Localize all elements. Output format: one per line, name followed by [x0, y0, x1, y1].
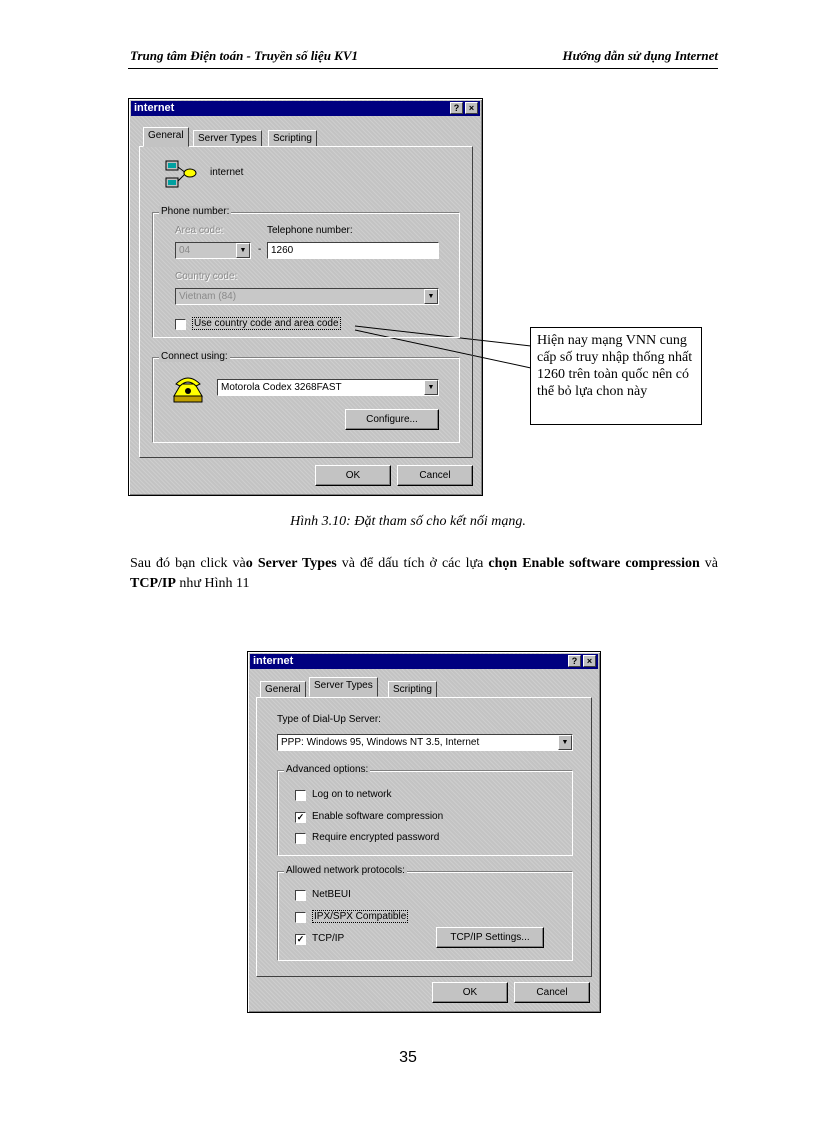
area-code-value: 04: [179, 245, 191, 256]
modem-phone-icon: [171, 374, 205, 404]
telephone-number-label: Telephone number:: [267, 225, 353, 236]
dialog-server-types: [247, 651, 601, 1013]
ok-button[interactable]: OK: [315, 465, 391, 486]
network-protocols-group: [277, 865, 573, 961]
general-panel: [139, 146, 473, 458]
para-text-3: và: [699, 556, 718, 571]
country-code-select[interactable]: [175, 288, 439, 305]
advanced-options-group: [277, 764, 573, 856]
netbeui-checkbox[interactable]: [295, 890, 306, 901]
server-types-panel: [256, 697, 592, 977]
connect-using-title: Connect using:: [161, 351, 228, 362]
callout-note: Hiện nay mạng VNN cung cấp số truy nhập thống nhất 1260 trên toàn quốc nên có thể bỏ lựa chon này: [530, 327, 702, 425]
tcpip-label[interactable]: TCP/IP: [312, 933, 345, 944]
require-encrypted-label[interactable]: Require encrypted password: [312, 832, 440, 843]
para-text-4: như Hình 11: [175, 576, 250, 591]
para-bold-2: chọn Enable software compression: [488, 556, 700, 571]
close-button-2[interactable]: ×: [583, 655, 596, 667]
help-button-2[interactable]: ?: [568, 655, 581, 667]
tab-general-2[interactable]: General: [260, 681, 306, 698]
country-code-label: Country code:: [175, 271, 238, 282]
dialog-general-title: internet: [134, 102, 175, 114]
dialog-general: [128, 98, 483, 496]
help-button[interactable]: ?: [450, 102, 463, 114]
connect-using-group: [152, 351, 460, 443]
netbeui-label[interactable]: NetBEUI: [312, 889, 351, 900]
page-number: 35: [399, 1049, 417, 1066]
cancel-button-2[interactable]: Cancel: [514, 982, 590, 1003]
dialog-general-titlebar: [131, 101, 480, 116]
area-code-dropdown-icon[interactable]: ▼: [236, 243, 250, 258]
dialog-server-types-titlebar: [250, 654, 598, 669]
network-protocols-title: Allowed network protocols:: [286, 865, 405, 876]
enable-compression-label[interactable]: Enable software compression: [312, 811, 444, 822]
enable-compression-checkbox[interactable]: ✓: [296, 812, 305, 822]
configure-button[interactable]: Configure...: [345, 409, 439, 430]
body-paragraph: [130, 554, 718, 594]
modem-select[interactable]: [217, 379, 439, 396]
para-text-1: Sau đó bạn click và: [130, 556, 246, 571]
ipx-spx-label[interactable]: IPX/SPX Compatible: [314, 911, 407, 922]
server-type-value: PPP: Windows 95, Windows NT 3.5, Internet: [281, 737, 480, 748]
para-text-2: và để dấu tích ở các lựa: [336, 556, 489, 571]
dialog-server-types-title: internet: [253, 655, 294, 667]
log-on-network-label[interactable]: Log on to network: [312, 789, 392, 800]
country-code-value: Vietnam (84): [179, 291, 237, 302]
cancel-button[interactable]: Cancel: [397, 465, 473, 486]
tab-server-types-2[interactable]: Server Types: [309, 677, 378, 697]
header-right-text: Hướng dẫn sử dụng Internet: [562, 48, 718, 63]
tab-server-types[interactable]: Server Types: [193, 130, 262, 147]
close-button[interactable]: ×: [465, 102, 478, 114]
country-code-dropdown-icon[interactable]: ▼: [424, 289, 438, 304]
server-type-dropdown-icon[interactable]: ▼: [558, 735, 572, 750]
tab-general[interactable]: General: [143, 127, 189, 147]
para-bold-1: o Server Types: [245, 556, 337, 571]
ok-button-2[interactable]: OK: [432, 982, 508, 1003]
server-type-select[interactable]: [277, 734, 573, 751]
use-country-code-checkbox[interactable]: [175, 319, 186, 330]
connection-icon: [164, 159, 198, 191]
require-encrypted-checkbox[interactable]: [295, 833, 306, 844]
server-type-label: Type of Dial-Up Server:: [277, 714, 381, 725]
phone-number-group: [152, 206, 460, 338]
figure-caption: Hình 3.10: Đặt tham số cho kết nối mạng.: [290, 514, 526, 529]
modem-value: Motorola Codex 3268FAST: [221, 382, 342, 393]
modem-dropdown-icon[interactable]: ▼: [424, 380, 438, 395]
tab-scripting-2[interactable]: Scripting: [388, 681, 437, 698]
ipx-spx-checkbox[interactable]: [295, 912, 306, 923]
para-bold-3: TCP/IP: [130, 576, 176, 591]
advanced-options-title: Advanced options:: [286, 764, 369, 775]
area-code-select[interactable]: [175, 242, 251, 259]
telephone-number-input[interactable]: 1260: [267, 242, 439, 259]
tab-scripting[interactable]: Scripting: [268, 130, 317, 147]
header-left-text: Trung tâm Điện toán - Truyền số liệu KV1: [130, 48, 359, 63]
tcpip-checkbox[interactable]: ✓: [296, 934, 305, 944]
phone-dash: -: [258, 244, 262, 255]
phone-number-group-title: Phone number:: [161, 206, 230, 217]
log-on-network-checkbox[interactable]: [295, 790, 306, 801]
connection-name: internet: [210, 167, 244, 178]
tcpip-settings-button[interactable]: TCP/IP Settings...: [436, 927, 544, 948]
header-rule: [128, 68, 718, 69]
area-code-label: Area code:: [175, 225, 224, 236]
use-country-code-label[interactable]: Use country code and area code: [194, 318, 339, 329]
